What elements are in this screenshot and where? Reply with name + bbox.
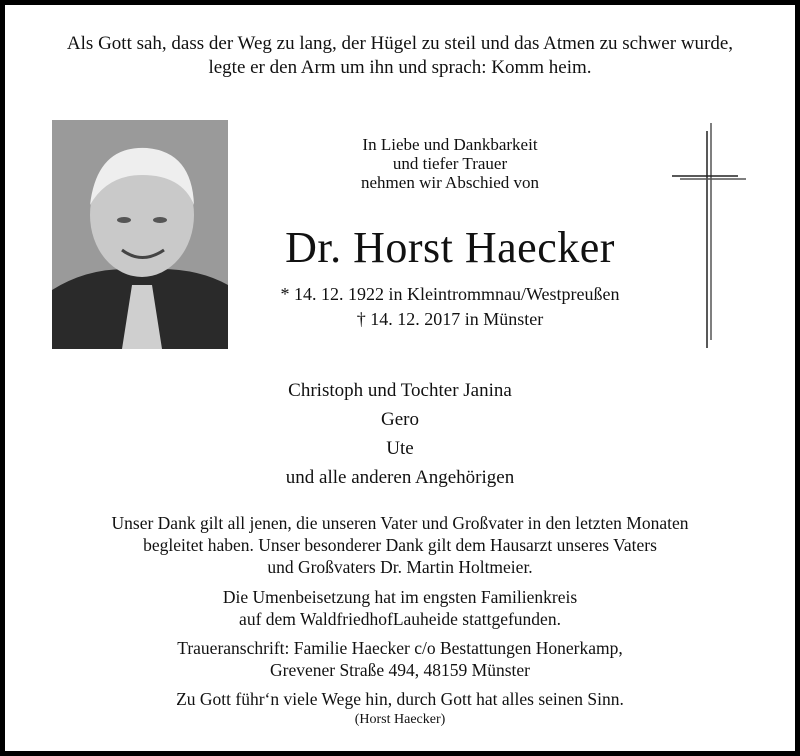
burial-paragraph (0, 586, 800, 630)
thanks-line: begleitet haben. Unser besonderer Dank gilt dem Hausarzt unseres Vaters (143, 535, 657, 555)
mourner: Christoph und Tochter Janina (288, 380, 512, 401)
closing-author: (Horst Haecker) (354, 712, 446, 727)
portrait-photo (52, 120, 228, 349)
death-date: † 14. 12. 2017 in Münster (356, 309, 544, 329)
mourner: Ute (386, 438, 414, 459)
life-dates (240, 282, 660, 332)
thanks-line: Unser Dank gilt all jenen, die unseren Vater und Großvater in den letzten Monaten (111, 513, 689, 533)
intro-line: nehmen wir Abschied von (361, 173, 539, 192)
thanks-line: und Großvaters Dr. Martin Holtmeier. (267, 557, 533, 577)
address-line: Traueranschrift: Familie Haecker c/o Bestattungen Honerkamp, (177, 638, 623, 658)
burial-line: auf dem WaldfriedhofLauheide stattgefunden. (239, 609, 561, 629)
deceased-name: Dr. Horst Haecker (285, 223, 615, 272)
address-paragraph (0, 637, 800, 681)
mourner: und alle anderen Angehörigen (285, 467, 515, 488)
intro-line: In Liebe und Dankbarkeit (362, 135, 538, 154)
mourners-list (0, 376, 800, 492)
address-line: Grevener Straße 494, 48159 Münster (269, 660, 530, 680)
intro-line: und tiefer Trauer (392, 154, 508, 173)
birth-date: * 14. 12. 1922 in Kleintrommnau/Westpreußen (280, 284, 620, 304)
intro-text (300, 135, 600, 192)
closing-quote: Zu Gott führ‘n viele Wege hin, durch Gott hat alles seinen Sinn. (176, 689, 624, 709)
verse-line: legte er den Arm um ihn und sprach: Komm heim. (208, 57, 592, 78)
verse-line: Als Gott sah, dass der Weg zu lang, der Hügel zu steil und das Atmen zu schwer wurde, (66, 33, 734, 54)
burial-line: Die Umenbeisetzung hat im engsten Familienkreis (222, 587, 578, 607)
thanks-paragraph (0, 512, 800, 578)
opening-verse (0, 32, 800, 80)
mourner: Gero (381, 409, 419, 430)
cross-icon (660, 110, 770, 360)
